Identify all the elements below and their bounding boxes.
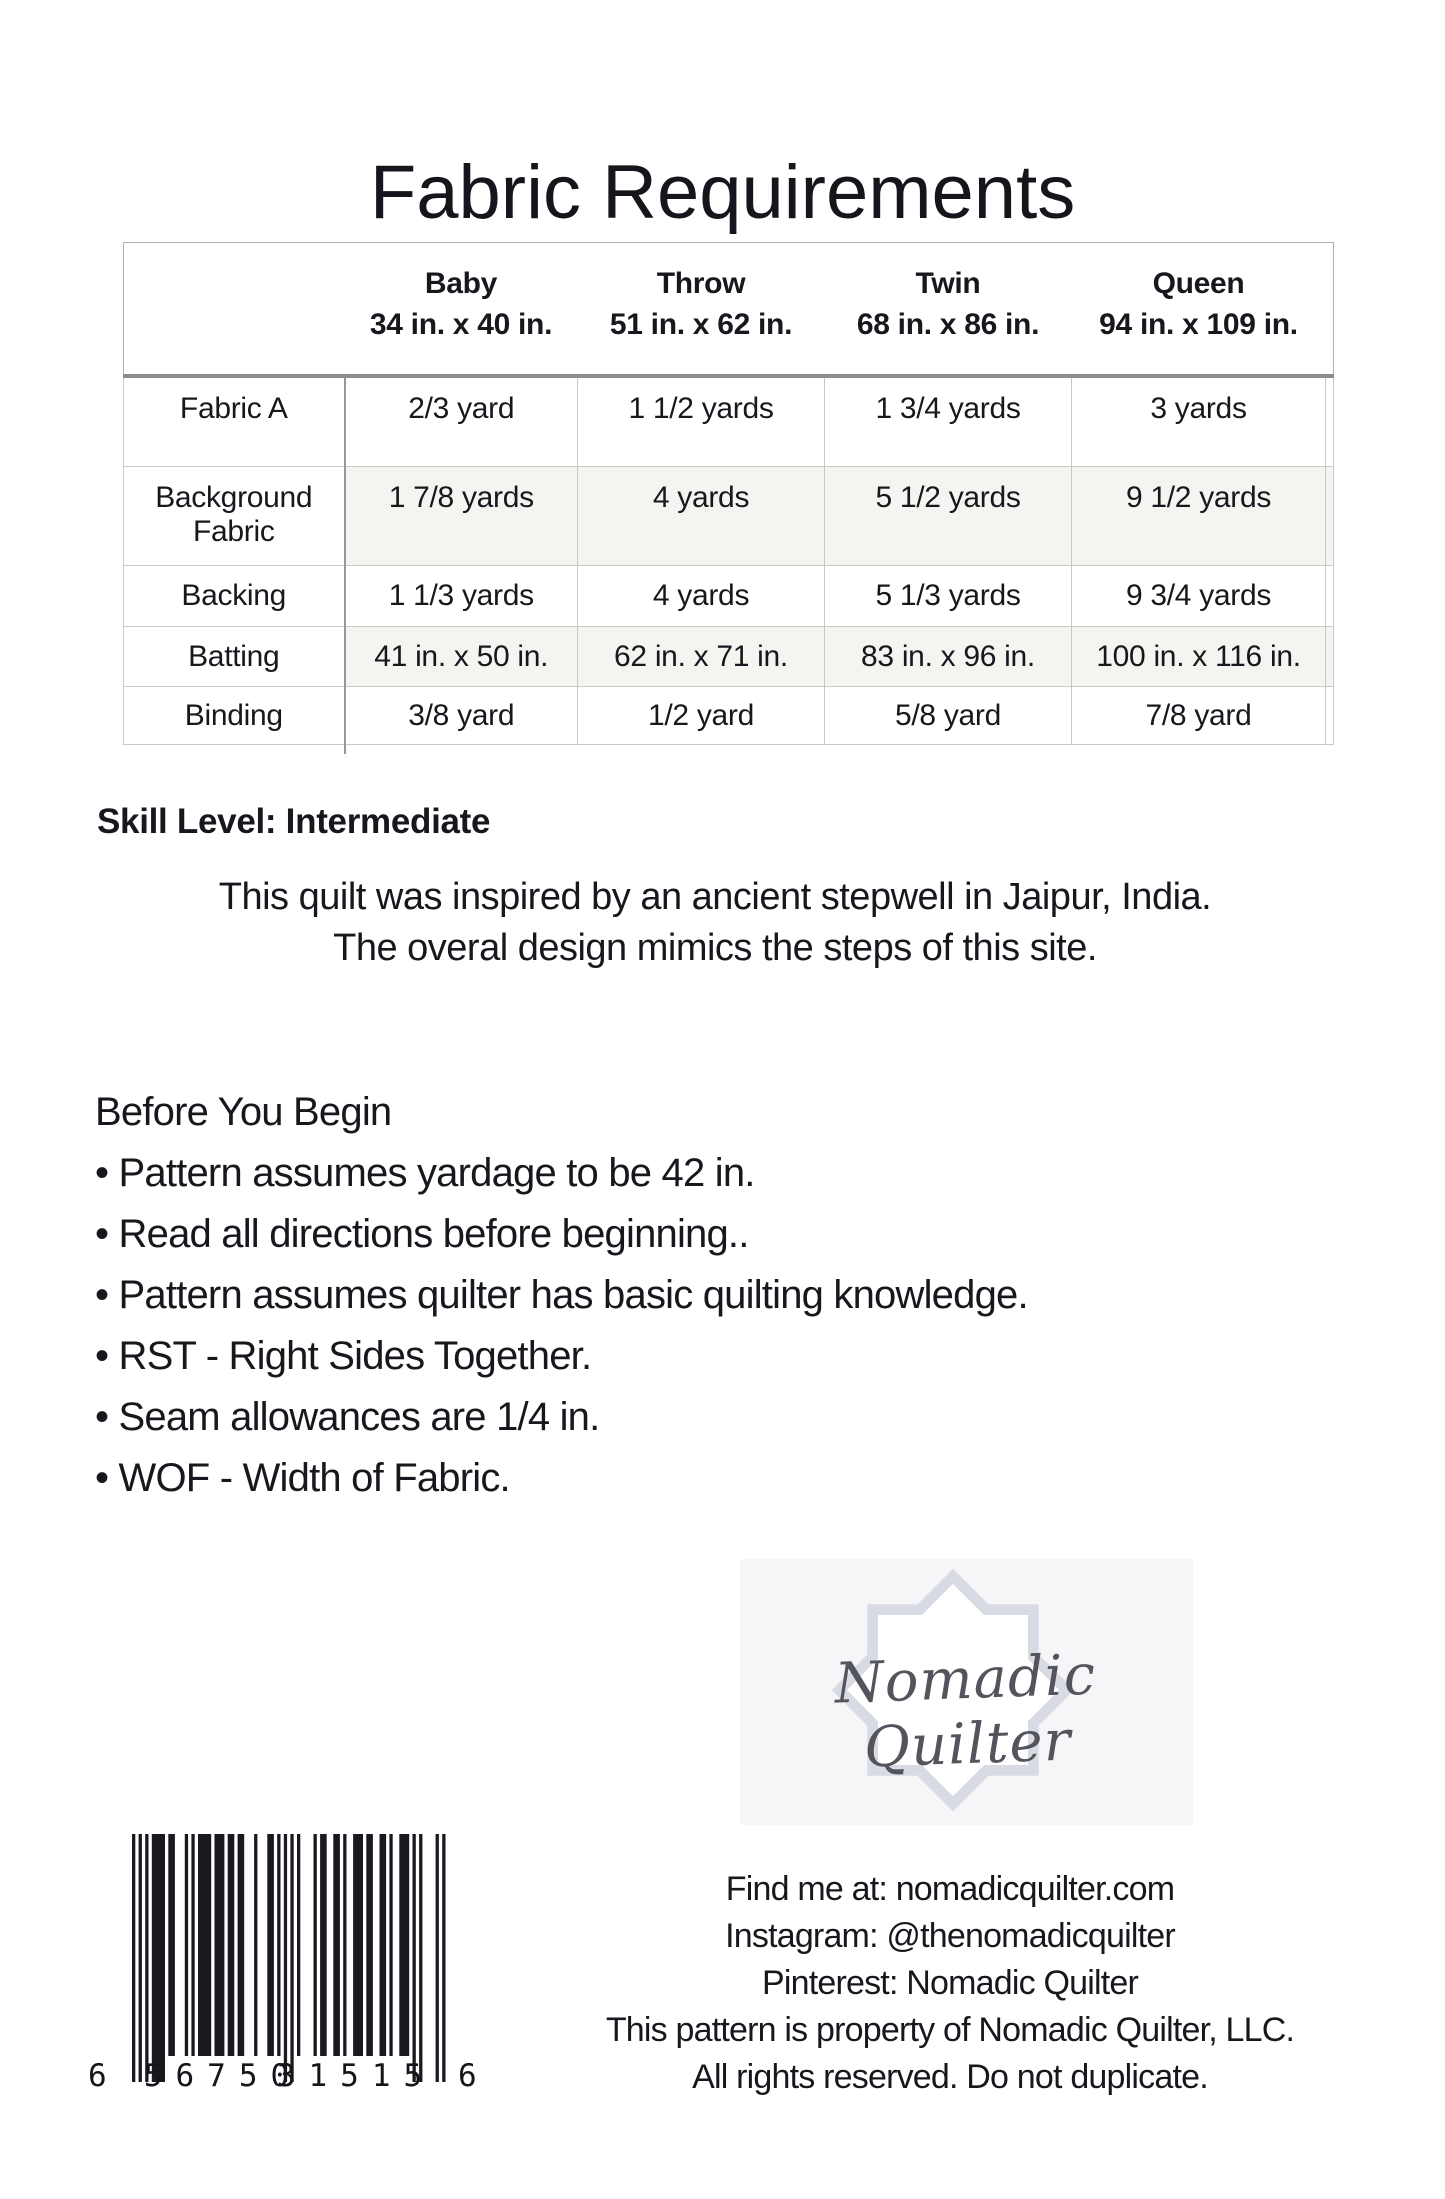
row-label: Batting xyxy=(124,627,345,687)
table-cell: 41 in. x 50 in. xyxy=(345,627,578,687)
table-row-spacer xyxy=(1326,376,1334,467)
table-row xyxy=(124,467,1334,566)
table-cell: 1 3/4 yards xyxy=(825,376,1072,467)
before-you-begin-heading: Before You Begin xyxy=(95,1090,392,1134)
skill-level-text: Skill Level: Intermediate xyxy=(97,802,491,841)
before-you-begin-list xyxy=(95,1143,1028,1509)
description-line: The overal design mimics the steps of this site. xyxy=(333,927,1097,969)
table-row-spacer xyxy=(1326,467,1334,566)
size-name: Queen xyxy=(1152,267,1245,300)
table-cell: 4 yards xyxy=(578,566,825,627)
table-cell: 7/8 yard xyxy=(1072,687,1326,745)
table-row-spacer xyxy=(1326,566,1334,627)
table-cell: 5 1/2 yards xyxy=(825,467,1072,566)
contact-line: Pinterest: Nomadic Quilter xyxy=(761,1964,1138,2002)
size-dimensions: 34 in. x 40 in. xyxy=(369,308,553,341)
row-label: Fabric A xyxy=(124,376,345,467)
table-cell: 62 in. x 71 in. xyxy=(578,627,825,687)
table-cell: 3 yards xyxy=(1072,376,1326,467)
bullet-item: • Read all directions before beginning.. xyxy=(95,1204,1028,1265)
table-row-spacer xyxy=(1326,627,1334,687)
bullet-item: • Pattern assumes yardage to be 42 in. xyxy=(95,1143,1028,1204)
table-header-row xyxy=(124,243,1334,376)
description-line: This quilt was inspired by an ancient stepwell in Jaipur, India. xyxy=(218,876,1212,918)
table-row xyxy=(124,687,1334,745)
table-cell: 1/2 yard xyxy=(578,687,825,745)
table-cell: 3/8 yard xyxy=(345,687,578,745)
page-title: Fabric Requirements xyxy=(369,149,1076,235)
table-divider-tail xyxy=(344,745,346,754)
table-cell: 2/3 yard xyxy=(345,376,578,467)
table-cell: 4 yards xyxy=(578,467,825,566)
upc-barcode xyxy=(88,1834,477,2100)
row-label: Backing xyxy=(124,566,345,627)
barcode-digit-trail: 6 xyxy=(458,2058,477,2094)
table-cell: 9 3/4 yards xyxy=(1072,566,1326,627)
size-name: Throw xyxy=(656,267,746,300)
table-cell: 100 in. x 116 in. xyxy=(1072,627,1326,687)
table-cell: 1 1/3 yards xyxy=(345,566,578,627)
size-dimensions: 51 in. x 62 in. xyxy=(609,308,793,341)
column-header-throw xyxy=(578,243,825,376)
contact-line: All rights reserved. Do not duplicate. xyxy=(692,2058,1208,2096)
row-label: Background Fabric xyxy=(124,467,345,566)
table-cell: 1 1/2 yards xyxy=(578,376,825,467)
fabric-requirements-table xyxy=(123,242,1334,745)
logo-script-text: Nomadic Quilter xyxy=(833,1642,1098,1781)
table-cell: 1 7/8 yards xyxy=(345,467,578,566)
table-cell: 9 1/2 yards xyxy=(1072,467,1326,566)
bullet-item: • Pattern assumes quilter has basic quilting knowledge. xyxy=(95,1265,1028,1326)
row-label: Binding xyxy=(124,687,345,745)
size-dimensions: 94 in. x 109 in. xyxy=(1099,308,1298,341)
table-header-spacer xyxy=(1326,243,1334,376)
contact-line: This pattern is property of Nomadic Quilter, LLC. xyxy=(605,2011,1295,2049)
barcode-bars xyxy=(132,1834,446,2082)
barcode-digit-lead: 6 xyxy=(88,2058,107,2094)
size-dimensions: 68 in. x 86 in. xyxy=(856,308,1040,341)
column-header-queen xyxy=(1072,243,1326,376)
contact-line: Instagram: @thenomadicquilter xyxy=(725,1917,1175,1955)
contact-line: Find me at: nomadicquilter.com xyxy=(725,1870,1175,1908)
size-name: Twin xyxy=(915,267,981,300)
nomadic-quilter-logo xyxy=(740,1559,1193,1825)
bullet-item: • RST - Right Sides Together. xyxy=(95,1326,1028,1387)
barcode-digits-left: 56750 xyxy=(143,2058,303,2094)
table-row-spacer xyxy=(1326,687,1334,745)
table-row xyxy=(124,376,1334,467)
size-name: Baby xyxy=(424,267,498,300)
table-row xyxy=(124,627,1334,687)
barcode-digits-right: 31515 xyxy=(276,2058,436,2094)
bullet-item: • Seam allowances are 1/4 in. xyxy=(95,1387,1028,1448)
column-header-twin xyxy=(825,243,1072,376)
table-header-empty-cell xyxy=(124,243,345,376)
column-header-baby xyxy=(345,243,578,376)
table-cell: 5 1/3 yards xyxy=(825,566,1072,627)
table-cell: 5/8 yard xyxy=(825,687,1072,745)
description xyxy=(85,872,1345,974)
contact-info xyxy=(520,1866,1380,2101)
table-cell: 83 in. x 96 in. xyxy=(825,627,1072,687)
bullet-item: • WOF - Width of Fabric. xyxy=(95,1448,1028,1509)
table-row xyxy=(124,566,1334,627)
before-you-begin-section xyxy=(95,1082,1028,1509)
